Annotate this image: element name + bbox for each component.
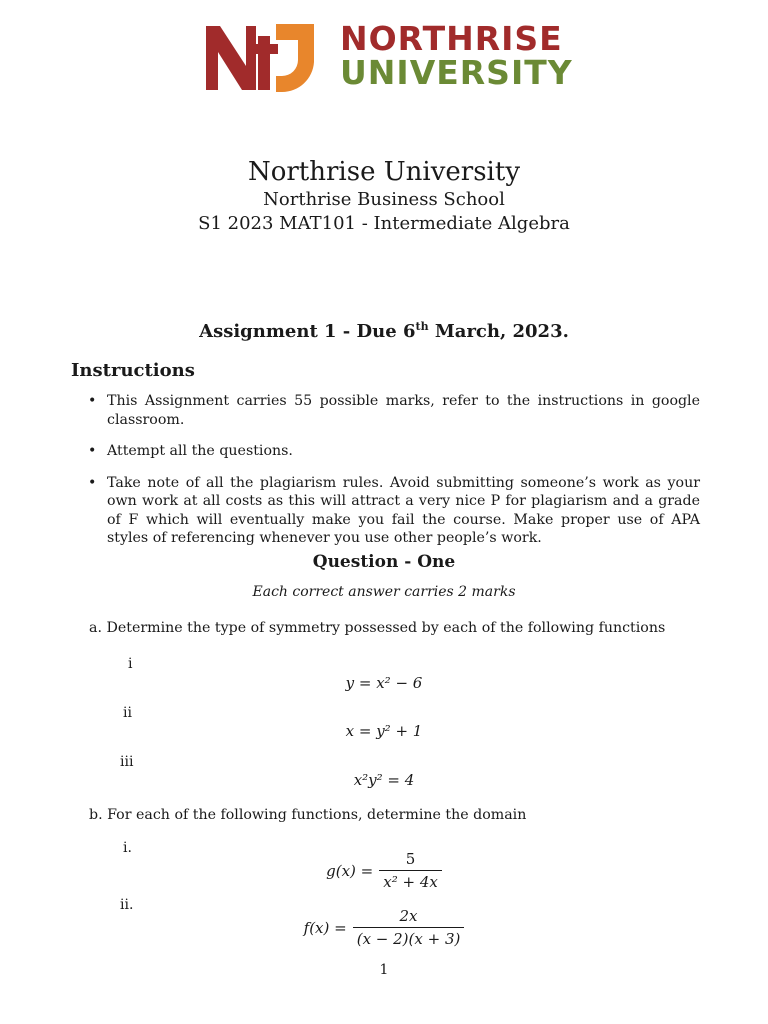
equation-lhs: g(x) = [326, 861, 374, 880]
question-heading: Question - One [312, 552, 456, 572]
marks-note: Each correct answer carries 2 marks [252, 584, 516, 600]
instructions-list [88, 392, 700, 561]
equation: y = x² − 6 [345, 674, 423, 692]
page-number: 1 [379, 962, 389, 978]
instruction-item: • Attempt all the questions. [88, 442, 700, 461]
item-number: iii [120, 754, 134, 770]
logo-line-university: UNIVERSITY [340, 53, 573, 92]
item-number: i [128, 656, 133, 672]
fraction [353, 907, 465, 948]
fraction-equation [0, 850, 768, 891]
item-number: ii [123, 705, 132, 721]
instructions-heading: Instructions [71, 360, 195, 381]
equation-lhs: f(x) = [303, 918, 347, 937]
fraction-numerator: 2x [399, 907, 418, 925]
school-name: Northrise Business School [263, 189, 505, 210]
fraction [379, 850, 442, 891]
part-b-label: b. For each of the following functions, determine the domain [89, 807, 527, 823]
fraction-equation [0, 907, 768, 948]
equation: x²y² = 4 [353, 771, 415, 789]
assignment-prefix: Assignment 1 - Due 6 [199, 321, 416, 342]
instruction-item: • Take note of all the plagiarism rules. Avoid submitting someone’s work as your own work at all costs as this will attract a very nice P for plagiarism and a grade of F which will eventually make you fail the course. Make proper use of APA styles of referencing whenever you use other people’s work. [88, 474, 700, 548]
fraction-denominator: x² + 4x [379, 870, 442, 891]
logo-line-northrise: NORTHRISE [340, 19, 563, 58]
assignment-suffix: March, 2023. [428, 321, 569, 342]
university-title: Northrise University [247, 157, 521, 187]
item-number: i. [123, 840, 132, 856]
instruction-item: • This Assignment carries 55 possible marks, refer to the instructions in google classroom. [88, 392, 700, 429]
assignment-ordinal-suffix: th [415, 320, 429, 333]
logo-wordmark [340, 19, 573, 92]
assignment-title [0, 320, 768, 342]
part-a-label: a. Determine the type of symmetry possessed by each of the following functions [89, 620, 666, 636]
item-number: ii. [120, 897, 134, 913]
fraction-denominator: (x − 2)(x + 3) [353, 927, 465, 948]
northrise-logo-mark [206, 22, 318, 94]
equation: x = y² + 1 [345, 722, 423, 740]
university-logo [206, 19, 573, 94]
fraction-numerator: 5 [405, 850, 416, 868]
course-title: S1 2023 MAT101 - Intermediate Algebra [198, 213, 570, 234]
